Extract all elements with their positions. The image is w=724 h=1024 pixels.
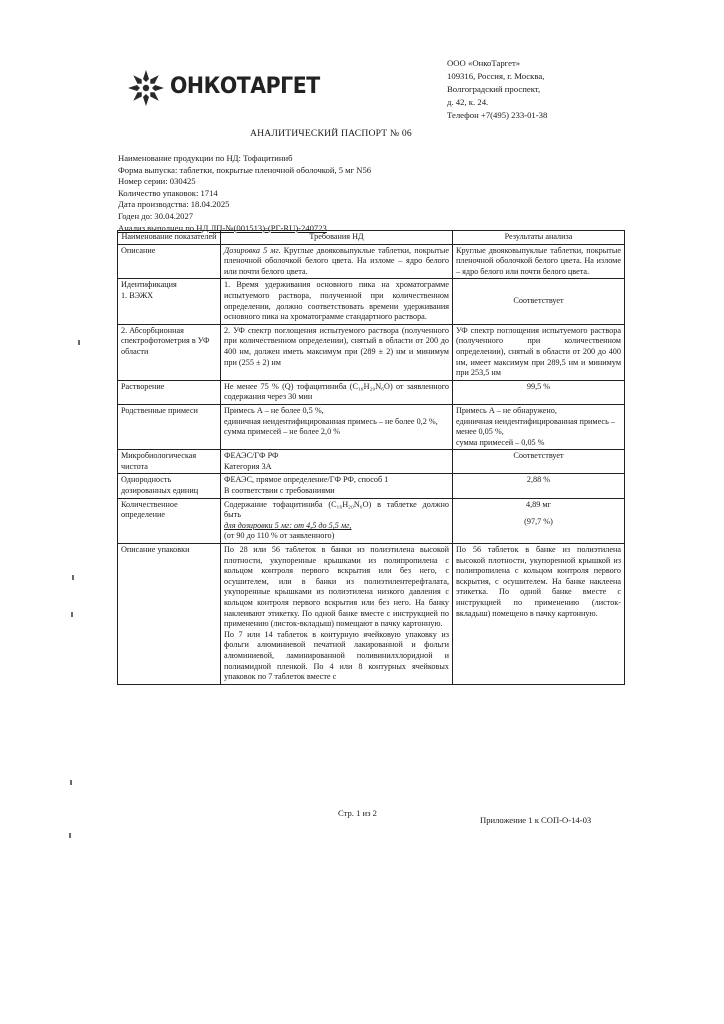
table-row [118, 279, 625, 324]
company-address-line: 109316, Россия, г. Москва, [447, 71, 545, 81]
table-row [118, 404, 625, 449]
parameter-name: Описание упаковки [118, 544, 221, 685]
requirement-line: ФЕАЭС/ГФ РФ [224, 451, 279, 461]
parameter-name [118, 279, 221, 324]
requirement-cell [221, 544, 453, 685]
requirement-line: единичная неидентифицированная примесь – не более 0,2 %, [224, 416, 438, 426]
header-parameter: Наименование показателей [118, 231, 221, 245]
requirement-cell: 2. УФ спектр поглощения испытуемого раствора (полученного при количественном определении), снятый в области от 200 до 400 нм, должен иметь максимум при (289 ± 2) нм и минимум при (255 ± 2) нм [221, 324, 453, 380]
parameter-name: Описание [118, 244, 221, 279]
table-row [118, 380, 625, 404]
requirement-cell [221, 244, 453, 279]
product-name: Наименование продукции по НД: Тофацитиниб [118, 153, 293, 163]
production-date: Дата производства: 18.04.2025 [118, 199, 230, 210]
table-row [118, 498, 625, 543]
requirement-line: Категория 3А [224, 461, 272, 471]
requirement-text: Круглые двояковыпуклые таблетки, покрытые пленочной оболочкой белого цвета. На изломе – ядро белого или почти белого цвета. [224, 245, 449, 276]
company-address-line: Волгоградский проспект, [447, 84, 541, 94]
requirement-paragraph: По 28 или 56 таблеток в банки из полиэтилена высокой плотности, укупоренные крышками из полипропилена с кольцом контроля первого вскрытия или без него, с осушителем, или в банки из полиэтилентерефталата, укупоренные крышками из полиэтилена низкого давления с кольцом контроля первого вскрытия или без него. На банку наклеивают этикетку. По одной банке вместе с инструкцией по применению (листок-вкладыш) помещают в пачку картонную. [224, 545, 449, 629]
requirement-paragraph: По 7 или 14 таблеток в контурную ячейковую упаковку из фольги алюминиевой печатной лакированной и фольги алюминиевой, ламинированной поливинилхлоридной и полиамидной пленкой. По 4 или 8 контурных ячейковых упаковок по 7 таблеток вместе с [224, 629, 449, 682]
batch-number: Номер серии: 030425 [118, 176, 196, 187]
header-requirements: Требования НД [221, 231, 453, 245]
company-address [447, 57, 547, 122]
dosage-label: Дозировка 5 мг. [224, 245, 281, 255]
header-results: Результаты анализа [453, 231, 625, 245]
logo-wordmark: ОНКОТАРГЕТ [170, 74, 320, 99]
product-form: Форма выпуска: таблетки, покрытые пленочной оболочкой, 5 мг N56 [118, 164, 372, 175]
requirement-cell [221, 498, 453, 543]
parameter-name: Однородность дозированных единиц [118, 474, 221, 498]
table-row [118, 324, 625, 380]
scan-speck [72, 575, 74, 580]
table-row [118, 544, 625, 685]
result-cell: Соответствует [453, 450, 625, 474]
requirement-line: (от 90 до 110 % от заявленного) [224, 531, 335, 541]
requirement-line: ФЕАЭС, прямое определение/ГФ РФ, способ 1 [224, 475, 389, 485]
parameter-name: Растворение [118, 380, 221, 404]
parameter-name: Количественное определение [118, 498, 221, 543]
table-row [118, 244, 625, 279]
company-name: ООО «ОнкоТаргет» [447, 58, 521, 68]
requirement-line: для дозировки 5 мг: от 4,5 до 5,5 мг, [224, 520, 352, 530]
requirement-cell [221, 404, 453, 449]
table-row [118, 450, 625, 474]
requirement-line: сумма примесей – не более 2,0 % [224, 427, 341, 437]
scan-speck [71, 612, 73, 617]
result-line: сумма примесей – 0,05 % [456, 437, 545, 447]
table-header-row [118, 231, 625, 245]
parameter-name: Микробиологическая чистота [118, 450, 221, 474]
parameter-name: Родственные примеси [118, 404, 221, 449]
result-percent: (97,7 %) [524, 517, 553, 527]
requirement-cell: Не менее 75 % (Q) тофацитиниба (C₁₆H₂₀N₆O) от заявленного содержания через 30 мин [221, 380, 453, 404]
package-count: Количество упаковок: 1714 [118, 187, 218, 198]
product-info [118, 153, 371, 234]
requirement-line: Примесь А – не более 0,5 %, [224, 405, 324, 415]
requirement-cell [221, 474, 453, 498]
parameter-title: Идентификация [121, 280, 177, 290]
result-cell [453, 498, 625, 543]
requirement-line: Содержание тофацитиниба (C₁₆H₂₀N₆O) в таблетке должно быть [224, 499, 449, 520]
logo-star-icon [126, 68, 166, 108]
result-cell: Соответствует [453, 279, 625, 324]
requirement-cell [221, 450, 453, 474]
scan-speck [70, 780, 72, 785]
result-cell: УФ спектр поглощения испытуемого раствора (полученного при количественном определении), снятый в области от 200 до 400 нм, имеет максимум при 289,5 нм и минимум при 253,5 нм [453, 324, 625, 380]
parameter-name: 2. Абсорбционная спектрофотометрия в УФ области [118, 324, 221, 380]
requirement-line: В соответствии с требованиями [224, 486, 335, 496]
result-cell: 99,5 % [453, 380, 625, 404]
table-row [118, 474, 625, 498]
result-cell: 2,88 % [453, 474, 625, 498]
company-address-line: д. 42, к. 24. [447, 97, 489, 107]
expiry-date: Годен до: 30.04.2027 [118, 210, 194, 221]
analysis-table [117, 230, 625, 685]
page-number: Стр. 1 из 2 [338, 808, 377, 818]
company-phone: Телефон +7(495) 233-01-38 [447, 110, 548, 120]
document-title: АНАЛИТИЧЕСКИЙ ПАСПОРТ № 06 [250, 128, 412, 139]
appendix-reference: Приложение 1 к СОП-О-14-03 [480, 815, 592, 825]
normative-document: Анализ выполнен по НД ЛП-№(001513)-(РГ-RU)-240723 [118, 222, 327, 233]
company-logo [126, 68, 320, 108]
result-cell [453, 404, 625, 449]
result-cell: Круглые двояковыпуклые таблетки, покрытые пленочной оболочкой белого цвета. На изломе – ядро белого или почти белого цвета. [453, 244, 625, 279]
result-line: единичная неидентифицированная примесь – менее 0,05 %, [456, 416, 615, 437]
parameter-method: 1. ВЭЖХ [121, 290, 154, 300]
requirement-cell: 1. Время удерживания основного пика на хроматограмме испытуемого раствора, полученной при количественном определении, должно соответствовать времени удерживания основного пика на хроматограмме стандартного раствора. [221, 279, 453, 324]
scan-speck [69, 833, 71, 838]
result-value: 4,89 мг [526, 499, 551, 509]
result-cell: По 56 таблеток в банке из полиэтилена высокой плотности, укупоренной крышкой из полипропилена с кольцом контроля первого вскрытия, с осушителем. На банке наклеена этикетка. По одной банке вместе с инструкцией по применению (листок-вкладыш) помещено в пачку картонную. [453, 544, 625, 685]
result-line: Примесь А – не обнаружено, [456, 405, 557, 415]
scan-speck [78, 340, 80, 345]
